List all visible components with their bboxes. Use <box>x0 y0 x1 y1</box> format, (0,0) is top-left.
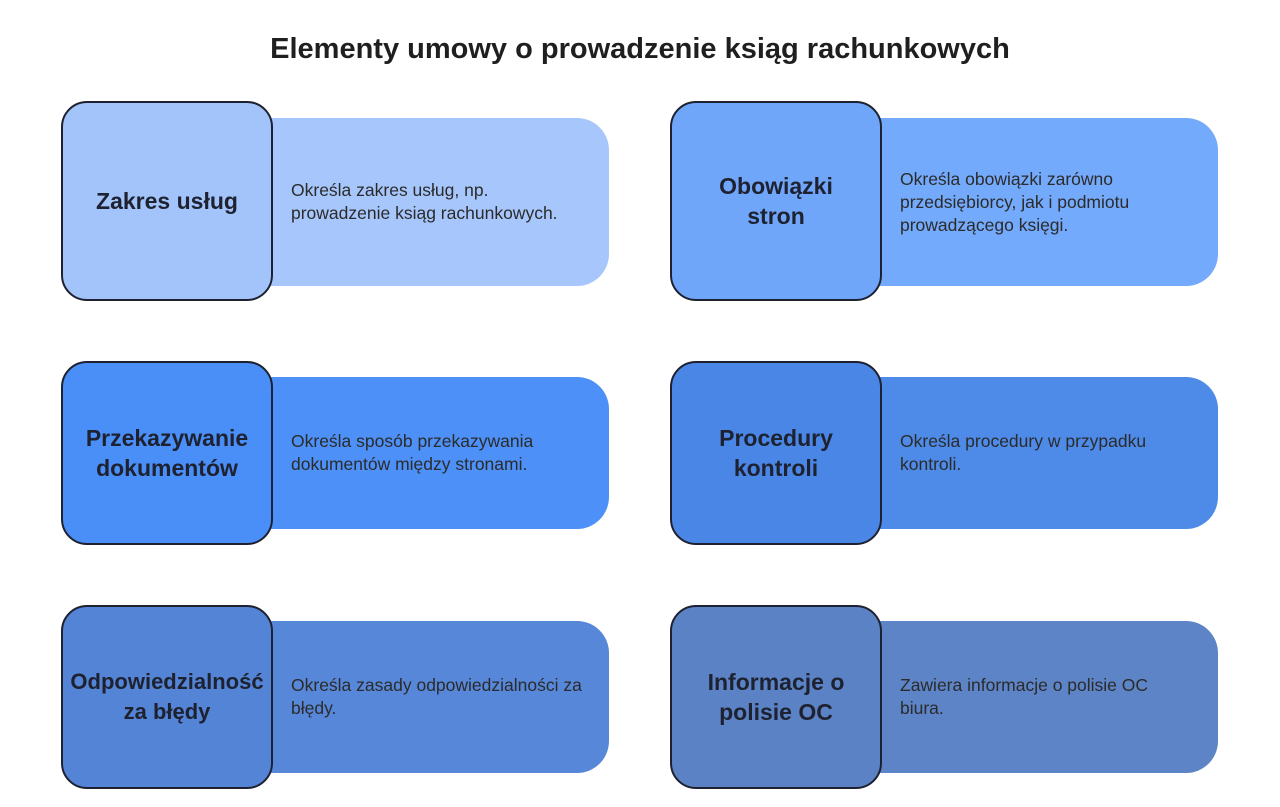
card-description-box <box>860 377 1218 529</box>
page-title: Elementy umowy o prowadzenie ksiąg rachunkowych <box>270 33 1010 65</box>
card-description-box <box>251 377 609 529</box>
card-description: Określa zakres usług, np. prowadzenie ksiąg rachunkowych. <box>291 180 558 223</box>
card-label-box <box>61 101 273 301</box>
card-procedury-kontroli <box>670 361 1220 561</box>
card-description: Określa zasady odpowiedzialności za błędy. <box>291 675 582 718</box>
card-label-box <box>61 361 273 545</box>
card-label: Informacje o polisie OC <box>707 669 845 725</box>
card-description-box <box>860 118 1218 286</box>
card-label-box <box>670 605 882 789</box>
card-description-box <box>251 118 609 286</box>
card-description-box <box>251 621 609 773</box>
card-description: Określa obowiązki zarówno przedsiębiorcy, jak i podmiotu prowadzącego księgi. <box>900 168 1130 235</box>
card-description: Zawiera informacje o polisie OC biura. <box>900 675 1149 718</box>
card-label: Zakres usług <box>96 188 238 214</box>
card-obowiazki-stron <box>670 101 1220 301</box>
card-label: Obowiązki stron <box>719 173 833 229</box>
card-description: Określa sposób przekazywania dokumentów między stronami. <box>291 431 534 474</box>
card-label: Procedury kontroli <box>719 425 833 481</box>
card-description-box <box>860 621 1218 773</box>
card-przekazywanie-dokumentow <box>61 361 611 561</box>
card-label-box <box>670 101 882 301</box>
card-odpowiedzialnosc-za-bledy <box>61 605 611 805</box>
card-label: Przekazywanie dokumentów <box>85 425 249 481</box>
card-description: Określa procedury w przypadku kontroli. <box>900 431 1147 474</box>
card-informacje-o-polisie-oc <box>670 605 1220 805</box>
card-label-box <box>670 361 882 545</box>
card-label: Odpowiedzialność za błędy <box>70 669 264 724</box>
card-zakres-uslug <box>61 101 611 301</box>
card-label-box <box>61 605 273 789</box>
